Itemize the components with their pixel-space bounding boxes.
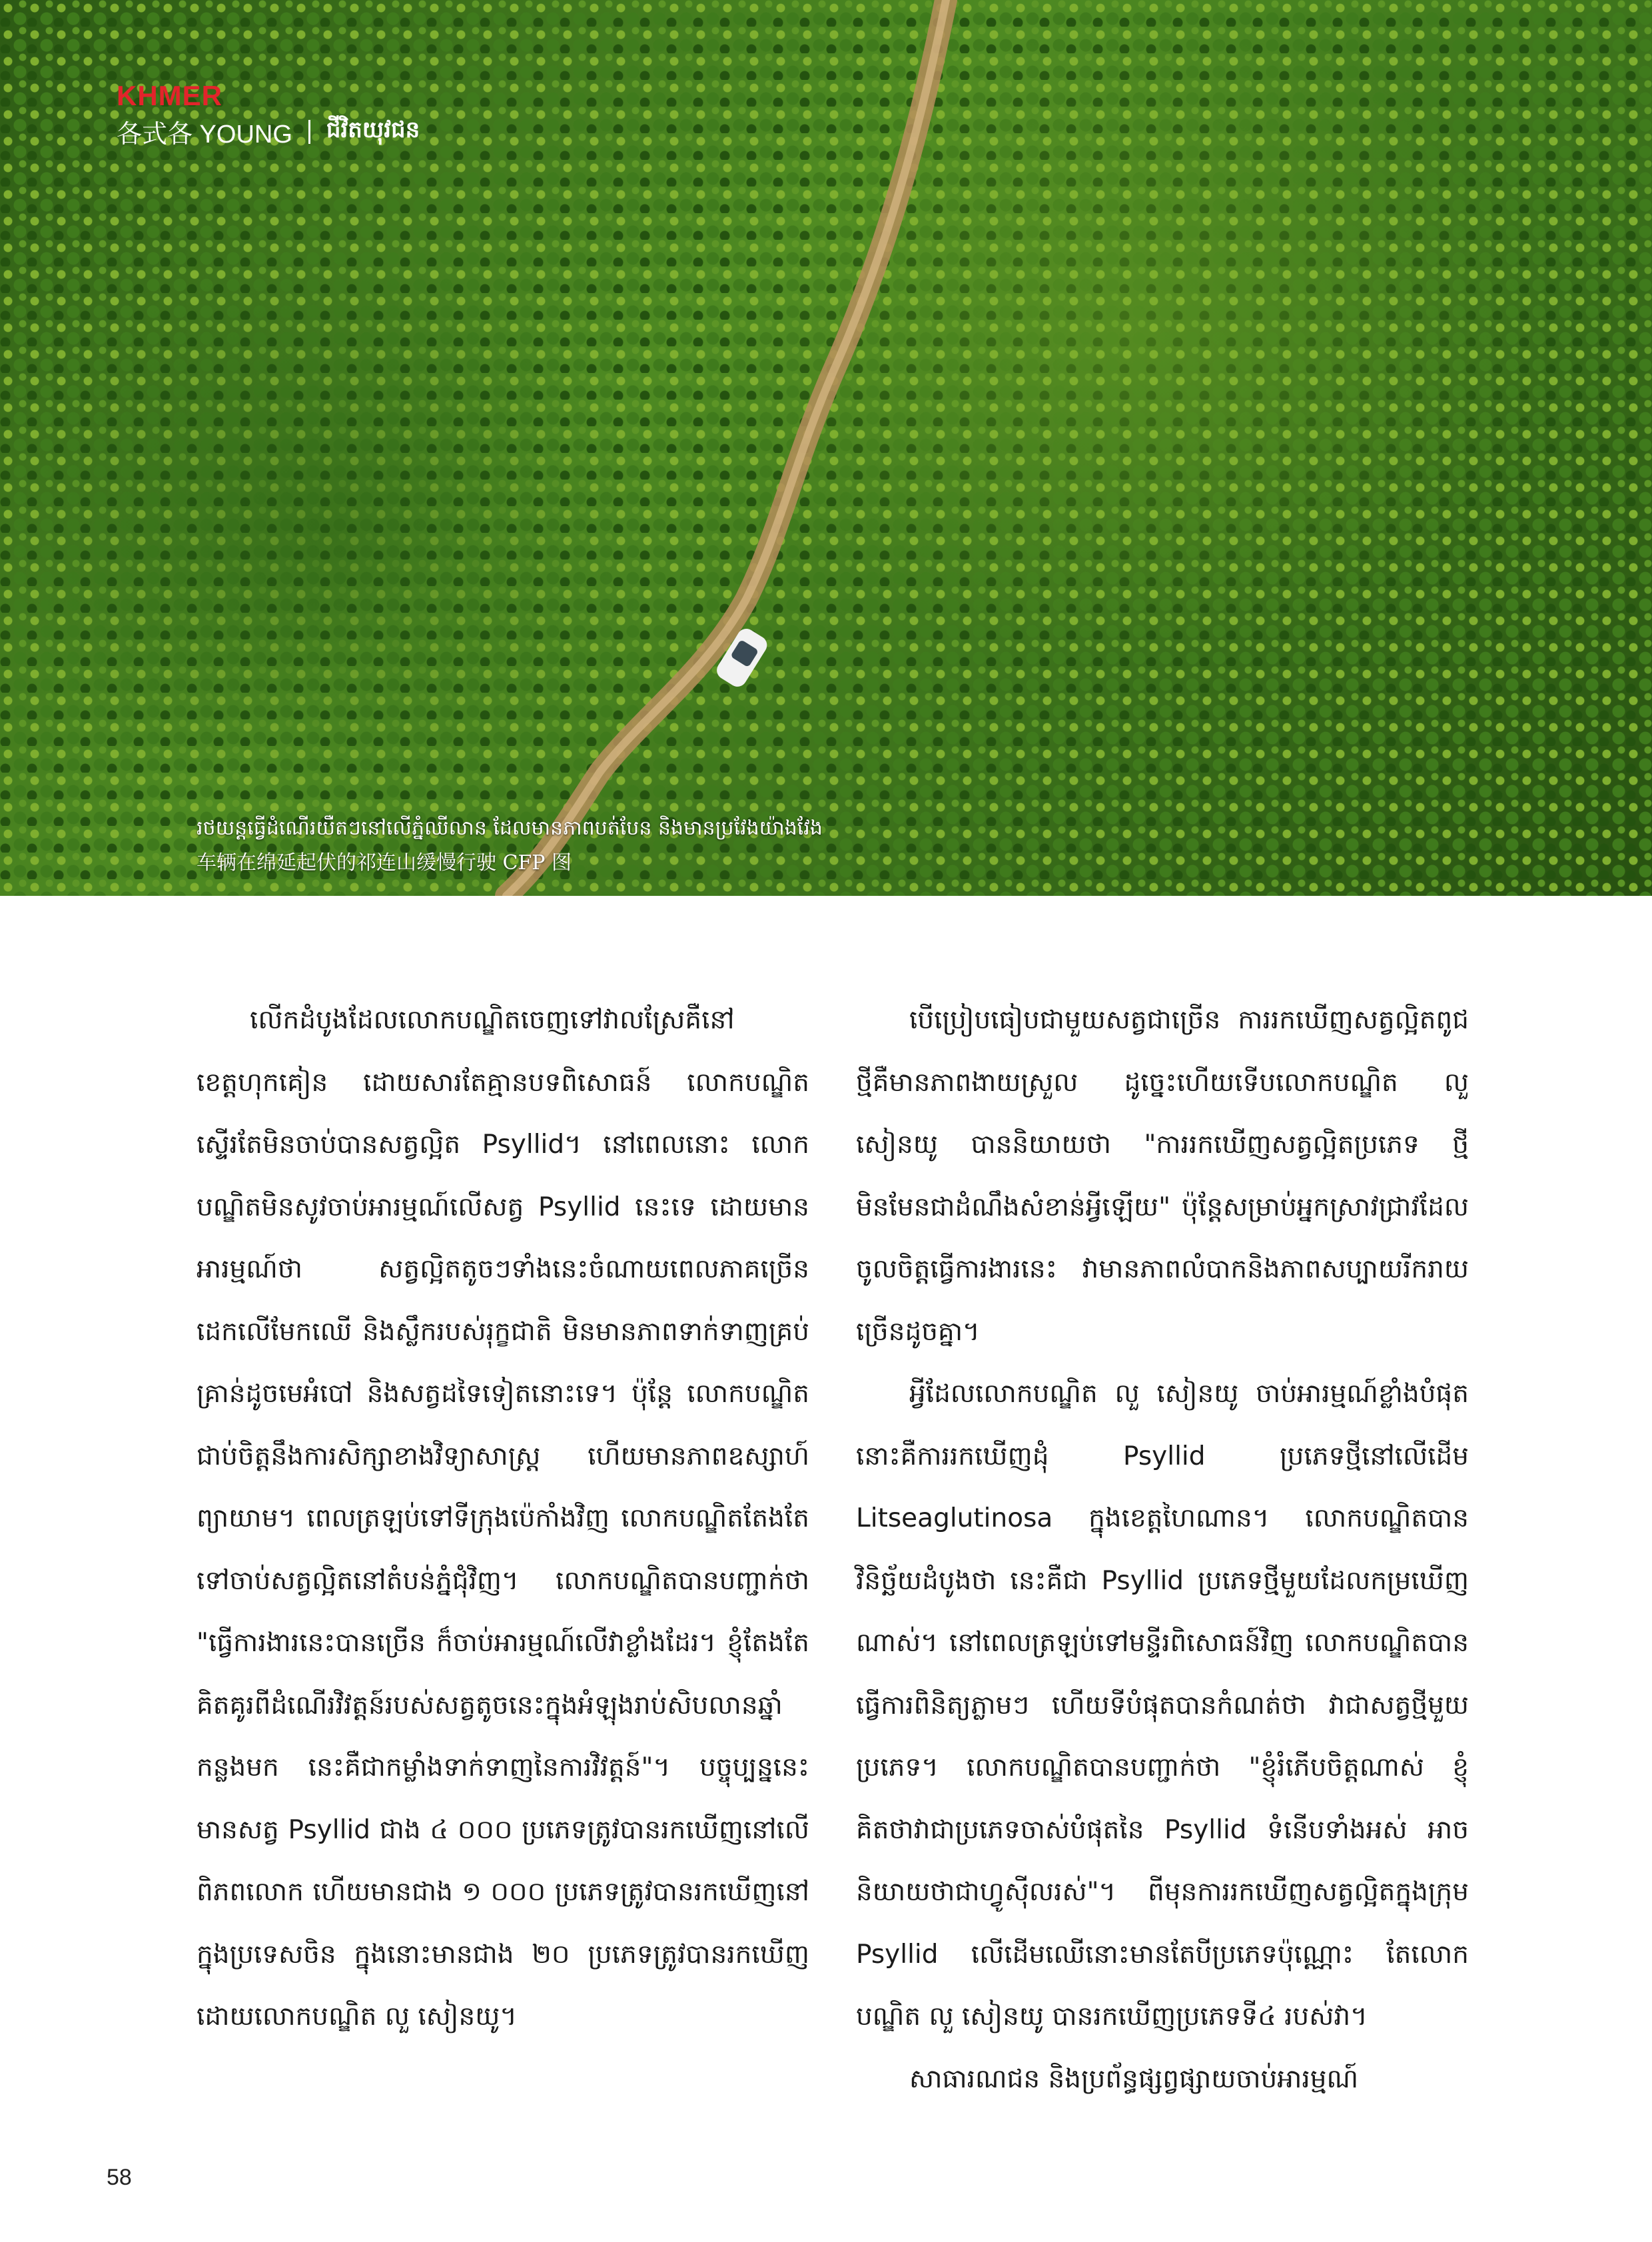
paragraph: លើកដំបូងដែលលោកបណ្ឌិតចេញទៅវាលស្រែគឺនៅខេត្តហុកគៀន ដោយសារតែគ្មានបទពិសោធន៍ លោកបណ្ឌិតស្ទើរតែមិនចាប់បានសត្វល្អិត Psyllid។ នៅពេលនោះ លោកបណ្ឌិតមិនសូវចាប់អារម្មណ៍លើសត្វ Psyllid នេះទេ ដោយមានអារម្មណ៍ថា សត្វល្អិតតូចៗទាំងនេះចំណាយពេលភាគច្រើនដេកលើមែកឈើ និងស្លឹករបស់រុក្ខជាតិ មិនមានភាពទាក់ទាញគ្រប់គ្រាន់ដូចមេអំបៅ និងសត្វដទៃទៀតនោះទេ។ ប៉ុន្តែ លោកបណ្ឌិតជាប់ចិត្តនឹងការសិក្សាខាងវិទ្យាសាស្ត្រ ហើយមានភាពឧស្សាហ៍ព្យាយាម។ ពេលត្រឡប់ទៅទីក្រុងប៉េកាំងវិញ លោកបណ្ឌិតតែងតែទៅចាប់សត្វល្អិតនៅតំបន់ភ្នំជុំវិញ។ លោកបណ្ឌិតបានបញ្ជាក់ថា "ធ្វើការងារនេះបានច្រើន ក៏ចាប់អារម្មណ៍លើវាខ្លាំងដែរ។ ខ្ញុំតែងតែគិតគូរពីដំណើរវិវត្តន៍របស់សត្វតូចនេះក្នុងអំឡុងរាប់សិបលានឆ្នាំកន្លងមក នេះគឺជាកម្លាំងទាក់ទាញនៃការវិវត្តន៍"។ បច្ចុប្បន្ននេះ មានសត្វ Psyllid ជាង ៤ ០០០ ប្រភេទត្រូវបានរកឃើញនៅលើពិភពលោក ហើយមានជាង ១ ០០០ ប្រភេទត្រូវបានរកឃើញនៅក្នុងប្រទេសចិន ក្នុងនោះមានជាង ២០ ប្រភេទត្រូវបានរកឃើញដោយលោកបណ្ឌិត លួ សៀនយូ។ xyxy=(197,1005,809,2032)
brand-divider xyxy=(308,120,310,144)
article-left-column xyxy=(197,989,809,2048)
paragraph: សាធារណជន និងប្រព័ន្ធផ្សព្វផ្សាយចាប់អារម្មណ៍ xyxy=(909,2063,1359,2094)
caption-chinese: 车辆在绵延起伏的祁连山缓慢行驶 CFP 图 xyxy=(197,851,572,875)
paragraph: អ្វីដែលលោកបណ្ឌិត លួ សៀនយូ ចាប់អារម្មណ៍ខ្លាំងបំផុតនោះគឺការរកឃើញដុំ Psyllid ប្រភេទថ្មីនៅលើដើម Litseaglutinosa ក្នុងខេត្តហៃណាន។ លោកបណ្ឌិតបានវិនិច្ឆ័យដំបូងថា នេះគឺជា Psyllid ប្រភេទថ្មីមួយដែលកម្រឃើញណាស់។ នៅពេលត្រឡប់ទៅមន្ទីរពិសោធន៍វិញ លោកបណ្ឌិតបានធ្វើការពិនិត្យភ្លាមៗ ហើយទីបំផុតបានកំណត់ថា វាជាសត្វថ្មីមួយប្រភេទ។ លោកបណ្ឌិតបានបញ្ជាក់ថា "ខ្ញុំរំភើបចិត្តណាស់ ខ្ញុំគិតថាវាជាប្រភេទចាស់បំផុតនៃ Psyllid ទំនើបទាំងអស់ អាចនិយាយថាជាហ្វូស៊ីលរស់"។ ពីមុនការរកឃើញសត្វល្អិតក្នុងក្រុម Psyllid លើដើមឈើនោះមានតែបីប្រភេទប៉ុណ្ណោះ តែលោកបណ្ឌិត លួ សៀនយូ បានរកឃើញប្រភេទទី៤ របស់វា។ xyxy=(856,1379,1469,2032)
brand-khmer: KHMER xyxy=(117,80,222,111)
magazine-brand xyxy=(117,80,420,150)
paragraph: បើប្រៀបធៀបជាមួយសត្វជាច្រើន ការរកឃើញសត្វល្អិតពូជថ្មីគឺមានភាពងាយស្រួល ដូច្នេះហើយទើបលោកបណ្ឌិត លួ សៀនយូ បាននិយាយថា "ការរកឃើញសត្វល្អិតប្រភេទ ថ្មីមិនមែនជាដំណឹងសំខាន់អ្វីឡើយ" ប៉ុន្តែសម្រាប់អ្នកស្រាវជ្រាវដែលចូលចិត្តធ្វើការងារនេះ វាមានភាពលំបាកនិងភាពសប្បាយរីករាយច្រើនដូចគ្នា។ xyxy=(856,1005,1469,1347)
brand-sub: 各式各 YOUNG xyxy=(117,121,292,149)
section-label: ជីវិតយុវជន xyxy=(326,117,420,143)
page-number: 58 xyxy=(107,2165,132,2190)
article-right-column xyxy=(856,989,1469,2110)
photo-caption xyxy=(197,811,823,881)
caption-khmer: រថយន្តធ្វើដំណើរយឺតៗនៅលើភ្នំឈីលាន ដែលមានភាពបត់បែន និងមានប្រវែងយ៉ាងវែង xyxy=(197,817,823,840)
hero-photo xyxy=(0,0,1652,896)
